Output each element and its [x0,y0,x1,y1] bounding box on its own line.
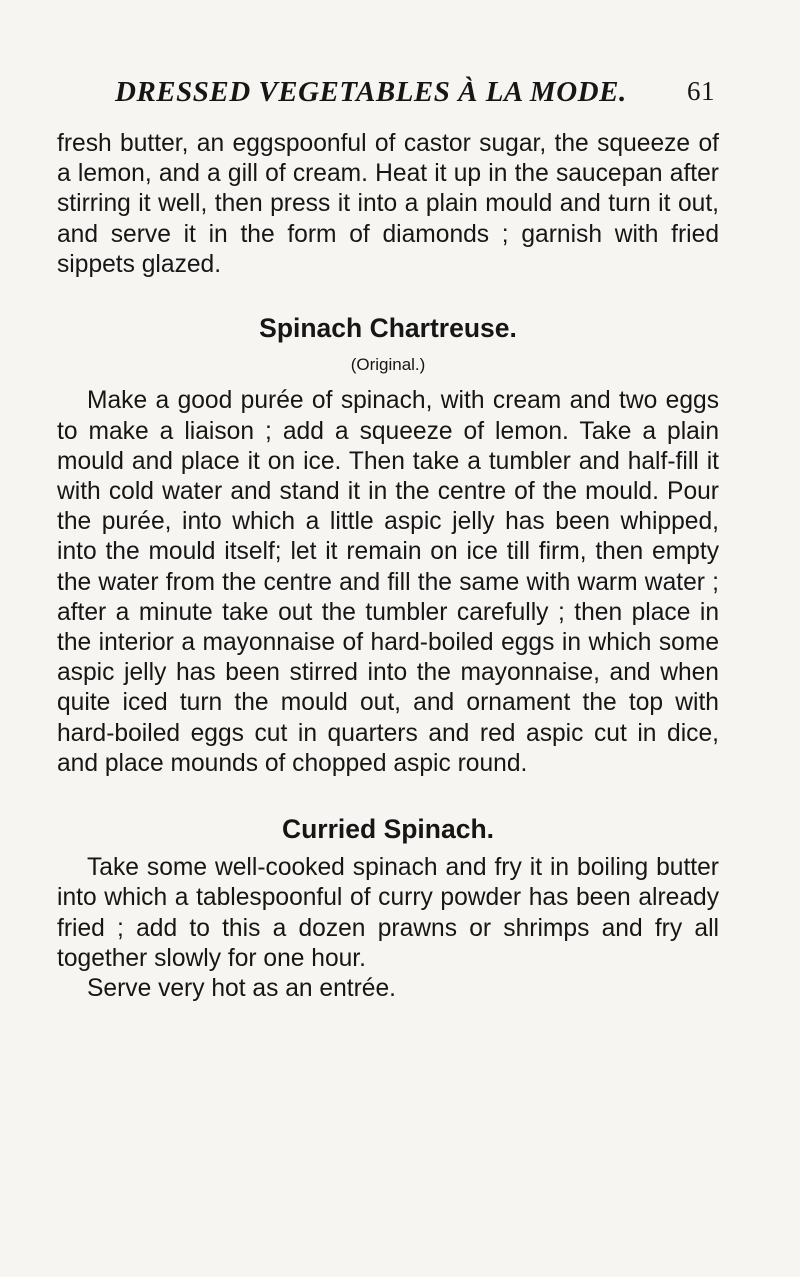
recipe-serving-note: Serve very hot as an entrée. [87,975,396,1003]
running-head-title: DRESSED VEGETABLES À LA MODE. [115,76,627,108]
recipe-note-original: (Original.) [350,355,426,375]
running-head [115,76,715,110]
recipe-body-spinach-chartreuse: Make a good purée of spinach, with cream and two eggs to make a liaison ; add a squeeze of lemon. Take a plain mould and place it on ice. Then take a tumbler and half-fill it with cold water and stand it in the centre of the mould. Pour the purée, into which a little aspic jelly has been whipped, into the mould itself; let it remain on ice till firm, then empty the water from the centre and fill the same with warm water ; after a minute take out the tumbler carefully ; then place in the interior a mayonnaise of hard-boiled eggs in which some aspic jelly has been stirred into the mayonnaise, and when quite iced turn the mould out, and ornament the top with hard-boiled eggs cut in quarters and red aspic cut in dice, and place mounds of chopped aspic round. [57,387,719,777]
page-number: 61 [687,76,715,106]
continuation-paragraph: fresh butter, an eggspoonful of castor sugar, the squeeze of a lemon, and a gill of cream. Heat it up in the saucepan after stirring it well, then press it into a plain mould and turn it out, and serve it in the form of diamonds ; garnish with fried sippets glazed. [57,130,719,278]
recipe-body-curried-spinach: Take some well-cooked spinach and fry it in boiling butter into which a tablespoonful of curry powder has been already fried ; add to this a dozen prawns or shrimps and fry all together slowly for one hour. [57,854,719,972]
recipe-title-spinach-chartreuse: Spinach Chartreuse. [259,313,517,344]
recipe-title-curried-spinach: Curried Spinach. [281,814,495,845]
page-content [57,129,719,1004]
